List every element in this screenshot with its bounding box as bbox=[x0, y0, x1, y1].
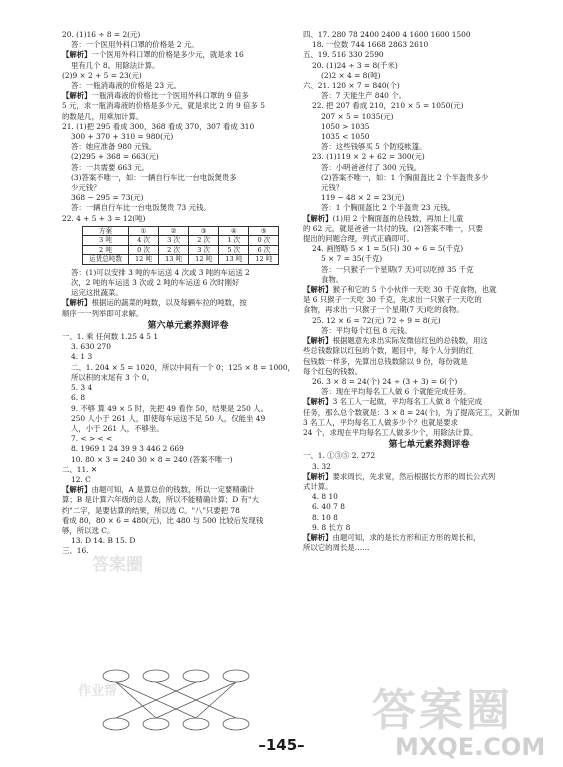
text-line bbox=[303, 533, 555, 543]
text-line bbox=[303, 428, 555, 438]
text-line bbox=[303, 112, 555, 122]
left-lines bbox=[62, 30, 314, 224]
table-row bbox=[83, 236, 279, 246]
text-line bbox=[303, 30, 555, 40]
text-line bbox=[62, 81, 314, 91]
line-text: 3 名工人，平均每名工人做多少个？也就是要求 bbox=[303, 417, 458, 427]
line-text: 26. 3 × 8 = 24(个) 24 ÷ (3 + 3) = 6(个) bbox=[312, 376, 458, 386]
text-line bbox=[303, 163, 555, 173]
analysis-tag: 【解析】 bbox=[62, 298, 92, 308]
text-line bbox=[303, 254, 555, 264]
text-line bbox=[303, 408, 555, 418]
text-line bbox=[303, 152, 555, 162]
line-text: 一、1. 乘 任何数 1.25 4 5 1 bbox=[62, 332, 159, 342]
text-line bbox=[62, 434, 314, 444]
line-text: 答：1 个胸面盔比 2 个半盔贵 23 元钱。 bbox=[321, 203, 456, 213]
table-cell: 13 吨 bbox=[159, 255, 189, 265]
line-text: 3 名工人一起做，平均每名工人做 8 个能完成 bbox=[332, 397, 483, 407]
line-text: 提出的问题合理，列式正确即可。 bbox=[303, 234, 414, 244]
table-cell: 4 次 bbox=[128, 236, 158, 246]
truck-plan-table bbox=[82, 226, 279, 265]
line-text: 23. (1)119 × 2 + 62 = 300(元) bbox=[312, 152, 425, 162]
line-text: (2)2 × 4 = 8(吨) bbox=[321, 70, 381, 80]
text-line bbox=[303, 387, 555, 397]
text-line bbox=[303, 275, 555, 285]
page-number: –145– bbox=[258, 736, 305, 754]
analysis-tag: 【解析】 bbox=[303, 213, 333, 223]
text-line bbox=[62, 50, 314, 60]
table-cell: 0 次 bbox=[128, 245, 158, 255]
right-lines bbox=[303, 30, 555, 438]
text-line bbox=[303, 451, 555, 461]
right-lines-2 bbox=[303, 451, 555, 553]
text-line bbox=[303, 285, 555, 295]
text-line bbox=[303, 472, 555, 482]
line-text: (2)9 × 2 + 5 = 23(元) bbox=[62, 70, 142, 80]
line-text: 四、17. 280 78 2400 2400 4 1600 1600 1500 bbox=[303, 30, 471, 39]
text-line bbox=[62, 173, 314, 183]
text-line bbox=[62, 465, 314, 475]
text-line bbox=[303, 316, 555, 326]
right-column bbox=[303, 30, 555, 553]
text-line bbox=[303, 377, 555, 387]
line-text: 12. C bbox=[71, 474, 91, 484]
line-text: 18. 一位数 744 1668 2863 2610 bbox=[312, 40, 429, 50]
text-line bbox=[62, 61, 314, 71]
left-lines-2 bbox=[62, 268, 314, 319]
text-line bbox=[303, 336, 555, 346]
text-line bbox=[62, 475, 314, 485]
text-line bbox=[62, 203, 314, 213]
table-cell: 运货总吨数 bbox=[83, 255, 129, 265]
line-text: 6. 40 7 8 bbox=[312, 502, 345, 512]
text-line bbox=[62, 424, 314, 434]
text-line bbox=[303, 61, 555, 71]
text-line bbox=[303, 492, 555, 502]
text-line bbox=[62, 40, 314, 50]
line-text: 1035 < 1050 bbox=[321, 132, 370, 142]
line-text: 3. 630 270 bbox=[71, 342, 111, 352]
text-line bbox=[303, 203, 555, 213]
line-text: 119 − 48 × 2 = 23(元) bbox=[321, 193, 405, 203]
line-text: 答：小明爸爸付了 300 元钱。 bbox=[321, 162, 422, 172]
table-cell: 5 次 bbox=[219, 245, 249, 255]
analysis-tag: 【解析】 bbox=[303, 471, 333, 481]
analysis-tag: 【解析】 bbox=[303, 532, 333, 542]
watermark-logo: 答案圈 bbox=[372, 685, 513, 736]
line-text: 答：(1)可以安排 3 吨的车运送 4 次或 3 吨的车运送 2 bbox=[71, 267, 250, 277]
line-text: 4. 8 10 bbox=[312, 492, 338, 502]
line-text: 6. 8 bbox=[71, 393, 86, 403]
line-text: 食物，再求出一只猴子一个星期(7 天)吃的食物。 bbox=[303, 305, 464, 315]
line-text: 5. 3 4 bbox=[71, 383, 93, 393]
text-line bbox=[62, 101, 314, 111]
table-cell: 2 吨 bbox=[83, 245, 129, 255]
line-text: 10. 80 × 3 = 240 30 × 8 = 240 (答案不唯一) bbox=[71, 454, 233, 464]
text-line bbox=[62, 214, 314, 224]
text-line bbox=[303, 326, 555, 336]
line-text: 看成 80，80 × 6 = 480(元)，比 480 与 500 比较后发现钱 bbox=[62, 515, 264, 525]
analysis-tag: 【解析】 bbox=[62, 50, 92, 60]
text-line bbox=[303, 132, 555, 142]
line-text: 由题可知，A 是算总价的钱数，所以一定要精确计 bbox=[91, 485, 255, 495]
text-line bbox=[303, 367, 555, 377]
text-line bbox=[62, 112, 314, 122]
text-line bbox=[62, 91, 314, 101]
text-line bbox=[62, 142, 314, 152]
text-line bbox=[62, 526, 314, 536]
analysis-tag: 【解析】 bbox=[303, 285, 333, 295]
table-cell: ③ bbox=[189, 226, 219, 236]
text-line bbox=[62, 393, 314, 403]
analysis-tag: 【解析】 bbox=[303, 397, 333, 407]
line-text: (2)295 + 368 = 663(元) bbox=[71, 152, 159, 162]
text-line bbox=[62, 71, 314, 81]
text-line bbox=[62, 268, 314, 278]
text-line bbox=[303, 418, 555, 428]
line-text: 二、1. 204 × 5 = 1020，所以中间有一个 0；125 × 8 = 1000， bbox=[71, 362, 295, 372]
text-line bbox=[62, 132, 314, 142]
line-text: 每个红包的钱数。 bbox=[303, 366, 363, 376]
line-text: 9. 不够 算 49 × 5 时，先把 49 看作 50，结果是 250 人。 bbox=[71, 403, 268, 413]
line-text: (1)用 2 个胸面盔的总钱数，再加上儿童 bbox=[332, 213, 464, 223]
line-text: 二、11. ✕ bbox=[62, 464, 98, 474]
text-line bbox=[303, 265, 555, 275]
line-text: (2)答案不唯一，如：1 个胸面盔比 2 个半盔贵多少 bbox=[321, 172, 489, 182]
text-line bbox=[62, 516, 314, 526]
line-text: 8. 10 8 bbox=[312, 512, 338, 522]
text-line bbox=[303, 397, 555, 407]
line-text: 元钱？ bbox=[321, 183, 344, 193]
unit6-title: 第六单元素养测评卷 bbox=[147, 320, 229, 331]
text-line bbox=[62, 278, 314, 288]
matching-diagram bbox=[86, 666, 286, 736]
text-line bbox=[62, 183, 314, 193]
text-line bbox=[62, 414, 314, 424]
line-text: 约"二字，是要估算的结果，所以选 C。"八"只要把 78 bbox=[62, 505, 240, 515]
text-line bbox=[62, 495, 314, 505]
line-text: 人，小于 261 人，不够坐。 bbox=[71, 423, 164, 433]
text-line bbox=[303, 523, 555, 533]
line-text: 一瓶消毒液的价格比一个医用外科口罩的 9 倍多 bbox=[91, 91, 249, 101]
line-text: 五、19. 516 330 2590 bbox=[303, 50, 384, 60]
text-line bbox=[303, 513, 555, 523]
line-text: 答：现在平均每名工人做 6 个就能完成任务。 bbox=[321, 387, 471, 397]
table-cell: ④ bbox=[219, 226, 249, 236]
text-line bbox=[62, 163, 314, 173]
analysis-tag: 【解析】 bbox=[62, 91, 92, 101]
text-line bbox=[303, 50, 555, 60]
line-text: 一、1. ①③⑤ 2. 272 bbox=[303, 451, 376, 461]
table-cell: 12 吨 bbox=[128, 255, 158, 265]
line-text: 答：一共需要 663 元。 bbox=[71, 162, 149, 172]
text-line bbox=[62, 309, 314, 319]
line-text: 够，所以选 C。 bbox=[62, 525, 115, 535]
line-text: 5 × 7 = 35(千克) bbox=[321, 254, 383, 264]
text-line bbox=[62, 352, 314, 362]
line-text: 368 − 295 = 73(元) bbox=[71, 193, 144, 203]
line-text: 答：一个医用外科口罩的价格是 2 元。 bbox=[71, 40, 199, 50]
table-row bbox=[83, 255, 279, 265]
table-row bbox=[83, 245, 279, 255]
text-line bbox=[303, 173, 555, 183]
line-text: (3)答案不唯一，如：一辆自行车比一台电饭煲贵多 bbox=[71, 172, 237, 182]
line-text: 答：一瓶消毒液的价格是 23 元。 bbox=[71, 81, 182, 91]
text-line bbox=[62, 383, 314, 393]
watermark-left: 答案圈 bbox=[92, 555, 143, 575]
line-text: 3. 32 bbox=[312, 461, 331, 471]
watermark-url: MXQE.COM bbox=[395, 733, 546, 761]
table-cell: 12 吨 bbox=[189, 255, 219, 265]
line-text: 1050 > 1035 bbox=[321, 121, 370, 131]
line-text: 5 元，求一瓶消毒液的价格是多少元，就是求比 2 的 9 倍多 5 bbox=[62, 101, 265, 111]
line-text: 22. 4 + 5 + 3 = 12(吨) bbox=[62, 213, 146, 223]
line-text: 六、21. 120 × 7 = 840(个) bbox=[303, 81, 400, 91]
line-text: 食物。 bbox=[321, 274, 344, 284]
line-text: 次，2 吨的车运送 3 次或 2 吨的车运送 6 次时刚好 bbox=[71, 278, 240, 288]
line-text: 20. (1)24 ÷ 3 = 8(千米) bbox=[312, 60, 398, 70]
text-line bbox=[62, 455, 314, 465]
table-cell: 2 次 bbox=[189, 236, 219, 246]
text-line bbox=[303, 183, 555, 193]
line-text: 所以它的周长是…… bbox=[303, 543, 370, 553]
line-text: 的 62 元，就是爸爸一共付的钱。(2)答案不唯一，只要 bbox=[303, 223, 483, 233]
text-line bbox=[62, 342, 314, 352]
text-line bbox=[62, 298, 314, 308]
line-text: 一个医用外科口罩的价格是多少元，就是求 16 bbox=[91, 50, 244, 60]
line-text: 答：她应准备 980 元钱。 bbox=[71, 142, 157, 152]
text-line bbox=[303, 502, 555, 512]
text-line bbox=[62, 404, 314, 414]
table-cell: ② bbox=[159, 226, 189, 236]
line-text: 24 个，求现在平均每名工人做多少个，用除法计算。 bbox=[303, 427, 478, 437]
table-cell: 12 吨 bbox=[249, 255, 279, 265]
text-line bbox=[303, 91, 555, 101]
line-text: 24. 画图略 5 × 1 = 5(只) 30 ÷ 6 = 5(千克) bbox=[312, 244, 464, 254]
line-text: 答：一辆自行车比一台电饭煲贵 73 元钱。 bbox=[71, 203, 211, 213]
line-text: 4. 1 3 bbox=[71, 352, 93, 362]
text-line bbox=[303, 214, 555, 224]
line-text: 三、16. bbox=[62, 546, 89, 556]
line-text: 的数是几，用乘加计算。 bbox=[62, 111, 144, 121]
table-cell: 1 次 bbox=[219, 236, 249, 246]
text-line bbox=[303, 71, 555, 81]
text-line bbox=[303, 357, 555, 367]
line-text: 207 × 5 = 1035(元) bbox=[321, 111, 394, 121]
text-line bbox=[303, 40, 555, 50]
text-line bbox=[62, 193, 314, 203]
line-text: 250 人小于 261 人，即使每车运送不足 50 人，仅能坐 49 bbox=[71, 413, 266, 423]
text-line bbox=[62, 30, 314, 40]
text-line bbox=[62, 363, 314, 373]
text-line bbox=[62, 485, 314, 495]
line-text: 21. (1)把 295 看成 300，368 看成 370，307 看成 310 bbox=[62, 121, 255, 131]
text-line bbox=[303, 122, 555, 132]
line-text: 运完这批蔬菜。 bbox=[71, 288, 123, 298]
line-text: 20. (1)16 ÷ 8 = 2(元) bbox=[62, 30, 141, 39]
table-cell: 3 次 bbox=[189, 245, 219, 255]
table-cell: 0 次 bbox=[249, 236, 279, 246]
line-text: 式计算。 bbox=[303, 481, 333, 491]
text-line bbox=[303, 234, 555, 244]
text-line bbox=[303, 305, 555, 315]
text-line bbox=[62, 332, 314, 342]
line-text: 由题可知，求的是长方形和正方形的周长和， bbox=[332, 532, 481, 542]
text-line bbox=[62, 536, 314, 546]
line-text: 要求周长，先求宽，然后根据长方形的周长公式列 bbox=[332, 471, 496, 481]
table-cell: 3 次 bbox=[159, 236, 189, 246]
table-cell: ① bbox=[128, 226, 158, 236]
line-text: 包钱数一样多，先算出总钱数除以 9 份，每份就是 bbox=[303, 356, 468, 366]
text-line bbox=[303, 142, 555, 152]
text-line bbox=[62, 152, 314, 162]
table-cell: ⑤ bbox=[249, 226, 279, 236]
text-line bbox=[62, 506, 314, 516]
line-text: 是 6 只猴子一天吃 30 千克，先求出一只猴子一天吃的 bbox=[303, 295, 482, 305]
left-lines-3 bbox=[62, 332, 314, 556]
text-line bbox=[303, 462, 555, 472]
unit7-title: 第七单元素养测评卷 bbox=[388, 440, 470, 451]
line-text: 算；B 是计算六年级的总人数，所以不能精确计算；D 有"大 bbox=[62, 495, 259, 505]
line-text: 顺序一一列举即可求解。 bbox=[62, 308, 144, 318]
watermark-left-2: 作业帮 bbox=[78, 684, 118, 699]
text-line bbox=[62, 288, 314, 298]
line-text: 300 + 370 + 310 = 980(元) bbox=[71, 132, 174, 142]
text-line bbox=[62, 444, 314, 454]
text-line bbox=[62, 373, 314, 383]
text-line bbox=[303, 81, 555, 91]
line-text: 少元钱？ bbox=[71, 183, 101, 193]
line-text: 8. 1969 1 24 39 9 3 446 2 669 bbox=[71, 444, 184, 454]
line-text: 答：这些钱够买 5 个防疫帐篷。 bbox=[321, 142, 427, 152]
line-text: 任务，那么总个数就是：3 × 8 = 24(个)，为了提高完工，又新加 bbox=[303, 407, 520, 417]
line-text: 答：7 天能生产 840 个。 bbox=[321, 91, 406, 101]
line-text: 猴子和它的 5 个小伙伴一天吃 30 千克食物，也就 bbox=[332, 285, 497, 295]
line-text: 7. < > < < bbox=[71, 434, 113, 444]
line-text: 25. 12 × 6 = 72(元) 72 ÷ 9 = 8(元) bbox=[312, 315, 441, 325]
text-line bbox=[303, 346, 555, 356]
line-text: 答：平均每个红包 8 元钱。 bbox=[321, 325, 412, 335]
table-cell: 方案 bbox=[83, 226, 129, 236]
line-text: 22. 把 207 看成 210，210 × 5 = 1050(元) bbox=[312, 101, 464, 111]
table-cell: 3 吨 bbox=[83, 236, 129, 246]
text-line bbox=[303, 295, 555, 305]
line-text: 答：一只猴子一个星期(7 天)可以吃掉 35 千克 bbox=[321, 264, 474, 274]
analysis-tag: 【解析】 bbox=[303, 336, 333, 346]
table-cell: 13 吨 bbox=[219, 255, 249, 265]
table-cell: 6 次 bbox=[249, 245, 279, 255]
line-text: 根据题意先求出实际发微信红包的总钱数，用这 bbox=[332, 336, 488, 346]
table-row bbox=[83, 226, 279, 236]
analysis-tag: 【解析】 bbox=[62, 485, 92, 495]
line-text: 9. 8 长方 8 bbox=[312, 522, 351, 532]
line-text: 根据运的蔬菜的吨数，以及每辆车拉的吨数，按 bbox=[91, 298, 247, 308]
text-line bbox=[303, 244, 555, 254]
text-line bbox=[303, 193, 555, 203]
line-text: 13. D 14. B 15. D bbox=[71, 536, 136, 546]
line-text: 里有几个 8。用除法计算。 bbox=[71, 60, 160, 70]
left-column bbox=[62, 30, 314, 557]
text-line bbox=[62, 122, 314, 132]
text-line bbox=[303, 482, 555, 492]
table-cell: 2 次 bbox=[159, 245, 189, 255]
text-line bbox=[303, 224, 555, 234]
line-text: 些总钱数除以红包的个数，题目中，每个人分到的红 bbox=[303, 346, 473, 356]
line-text: 所以积的末尾有 3 个 0。 bbox=[71, 372, 154, 382]
text-line bbox=[303, 101, 555, 111]
text-line bbox=[303, 543, 555, 553]
